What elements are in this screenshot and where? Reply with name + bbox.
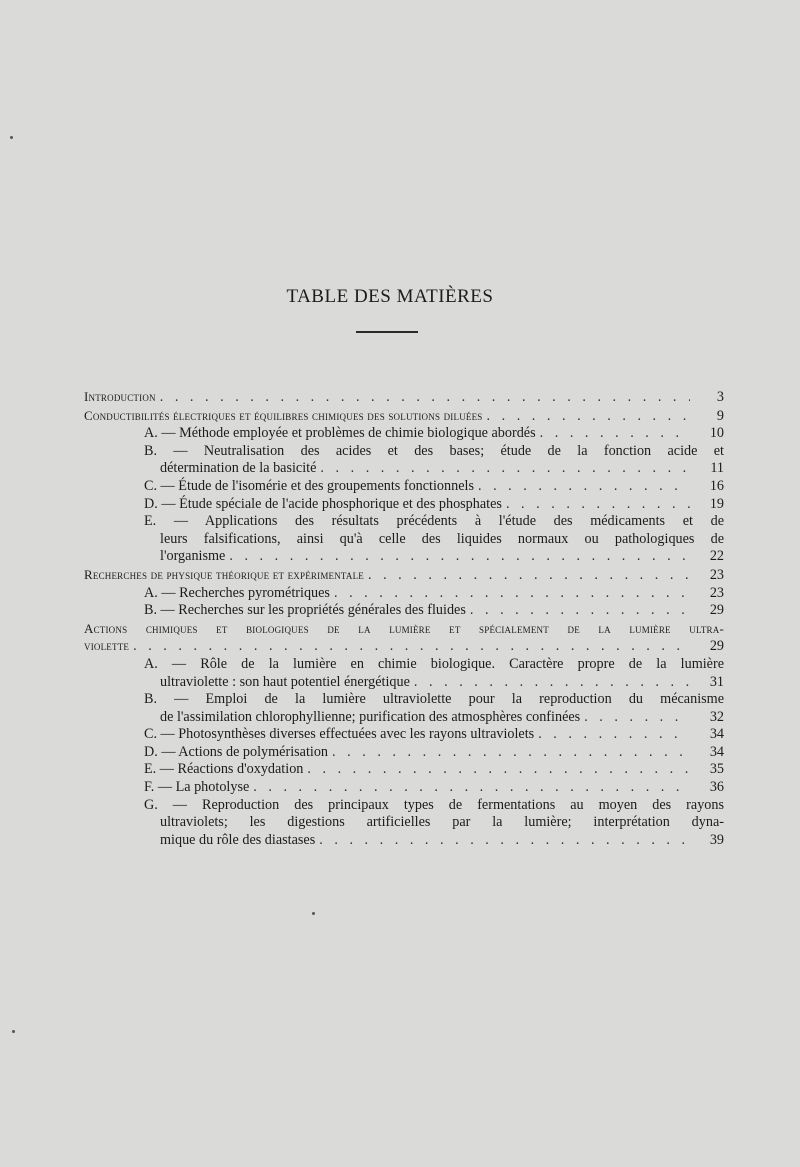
toc-entry-text: ultraviolets; les digestions artificielles par la lumière; interprétation dyna- [160, 814, 724, 831]
toc-page-number: 36 [709, 779, 724, 796]
toc-section-entry [84, 620, 724, 656]
toc-entry-text: Conductibilités électriques et équilibres chimiques des solutions diluées [84, 407, 483, 423]
toc-subsection-entry [84, 744, 724, 762]
toc-entry-text: A. — Rôle de la lumière en chimie biologique. Caractère propre de la lumière [144, 655, 724, 672]
dot-leader [307, 761, 690, 779]
dot-leader [478, 478, 690, 496]
toc-subsection-entry [84, 691, 724, 726]
toc-page-number: 29 [709, 602, 724, 619]
toc-entry-text: A. — Méthode employée et problèmes de chimie biologique abordés [144, 425, 536, 442]
dot-leader [538, 726, 690, 744]
toc-entry-text: mique du rôle des diastases [160, 831, 316, 848]
toc-entry-text: A. — Recherches pyrométriques [144, 584, 330, 601]
toc-entry-text: E. — Réactions d'oxydation [144, 761, 304, 778]
dot-leader [368, 567, 690, 585]
toc-subsection-entry [84, 496, 724, 514]
toc-entry-text: F. — La photolyse [144, 779, 250, 796]
dot-leader [319, 832, 690, 850]
toc-page-number: 3 [716, 389, 724, 405]
toc-subsection-entry [84, 478, 724, 496]
toc-page-number: 23 [709, 566, 724, 583]
toc-page-number: 9 [716, 407, 724, 424]
toc-subsection-entry [84, 779, 724, 797]
dot-leader [584, 709, 690, 727]
toc-entry-text: D. — Actions de polymérisation [144, 743, 329, 760]
dot-leader [133, 638, 690, 656]
toc-entry-text: Recherches de physique théorique et expérimentale [84, 566, 364, 582]
dot-leader [414, 674, 690, 692]
dot-leader [229, 548, 690, 566]
toc-subsection-entry [84, 513, 724, 566]
dot-leader [332, 744, 690, 762]
toc-subsection-entry [84, 761, 724, 779]
toc-entry-text: B. — Emploi de la lumière ultraviolette pour la reproduction du mécanisme [144, 691, 724, 708]
toc-section-entry [84, 566, 724, 585]
toc-entry-text: Introduction [84, 389, 156, 404]
toc-subsection-entry [84, 443, 724, 478]
toc-entry-text: l'organisme [160, 548, 226, 565]
toc-entry-text: leurs falsifications, ainsi qu'à celle des liquides normaux ou pathologiques de [160, 530, 724, 547]
toc-subsection-entry [84, 585, 724, 603]
toc-subsection-entry [84, 656, 724, 691]
dot-leader [334, 585, 690, 603]
toc-entry-text: B. — Recherches sur les propriétés générales des fluides [144, 602, 466, 619]
toc-entry-text: violette [84, 638, 130, 654]
toc-entry-text: B. — Neutralisation des acides et des bases; étude de la fonction acide et [144, 442, 724, 459]
dot-leader [160, 389, 690, 407]
toc-page-number: 34 [709, 726, 724, 743]
toc-entry-text: ultraviolette : son haut potentiel énergétique [160, 673, 410, 690]
toc-page-number: 39 [709, 831, 724, 848]
table-of-contents [84, 388, 724, 849]
dot-leader [487, 408, 691, 426]
toc-page-number: 11 [710, 460, 724, 477]
page-title: TABLE DES MATIÈRES [286, 286, 494, 307]
toc-page-number: 16 [709, 477, 724, 494]
toc-subsection-entry [84, 425, 724, 443]
toc-subsection-entry [84, 726, 724, 744]
toc-entry-text: G. — Reproduction des principaux types de fermentations au moyen des rayons [144, 796, 724, 813]
title-rule [356, 331, 418, 333]
speck-mark [12, 1030, 15, 1033]
toc-entry-text: Actions chimiques et biologiques de la lumière et spécialement de la lumière ultra- [84, 620, 724, 636]
toc-page-number: 19 [709, 495, 724, 512]
dot-leader [470, 602, 690, 620]
toc-subsection-entry [84, 797, 724, 850]
toc-page-number: 29 [709, 638, 724, 655]
toc-entry-text: C. — Étude de l'isomérie et des groupements fonctionnels [144, 477, 474, 494]
toc-section-entry [84, 388, 724, 407]
toc-page-number: 23 [709, 584, 724, 601]
toc-entry-text: C. — Photosynthèses diverses effectuées avec les rayons ultraviolets [144, 726, 535, 743]
toc-page-number: 34 [709, 743, 724, 760]
dot-leader [253, 779, 690, 797]
dot-leader [540, 425, 690, 443]
toc-page-number: 22 [709, 548, 724, 565]
toc-page-number: 32 [709, 708, 724, 725]
toc-page-number: 35 [709, 761, 724, 778]
dot-leader [320, 460, 690, 478]
toc-entry-text: détermination de la basicité [160, 460, 317, 477]
toc-entry-text: D. — Étude spéciale de l'acide phosphorique et des phosphates [144, 495, 502, 512]
dot-leader [506, 496, 690, 514]
toc-entry-text: E. — Applications des résultats précédents à l'étude des médicaments et de [144, 513, 724, 530]
toc-page-number: 31 [709, 673, 724, 690]
toc-subsection-entry [84, 602, 724, 620]
toc-entry-text: de l'assimilation chlorophyllienne; purification des atmosphères confinées [160, 708, 581, 725]
speck-mark [10, 136, 13, 139]
toc-section-entry [84, 407, 724, 426]
toc-page-number: 10 [709, 425, 724, 442]
speck-mark [312, 912, 315, 915]
